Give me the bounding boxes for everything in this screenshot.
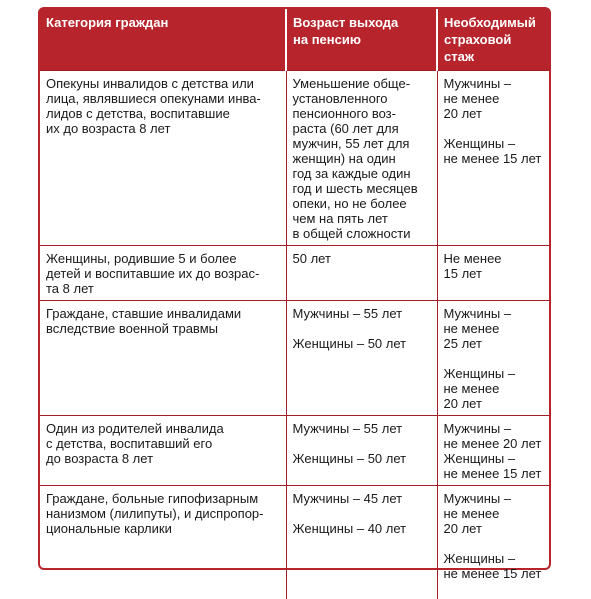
- age-line: чем на пять лет: [292, 211, 388, 226]
- category-line: циональные карлики: [46, 521, 172, 536]
- category-line: та 8 лет: [46, 281, 94, 296]
- header-stage-line: Необходимый: [444, 15, 536, 30]
- header-category: [40, 9, 286, 71]
- age-line: год за каждые один: [292, 166, 411, 181]
- age-line-men: Мужчины – 45 лет: [292, 491, 403, 506]
- category-line: Граждане, больные гипофизарным: [46, 491, 259, 506]
- table-header-row: [40, 9, 549, 71]
- category-line: вследствие военной травмы: [46, 321, 218, 336]
- stage-line: Мужчины –: [443, 421, 512, 436]
- age-line-women: Женщины – 40 лет: [292, 521, 407, 536]
- stage-line: 25 лет: [443, 336, 482, 351]
- pension-table: [40, 9, 549, 599]
- stage-line: 20 лет: [443, 396, 482, 411]
- stage-cell: [437, 416, 549, 486]
- table-row: [40, 71, 549, 246]
- header-retirement-age: [286, 9, 437, 71]
- category-line: нанизмом (лилипуты), и диспропор-: [46, 506, 264, 521]
- stage-line: не менее: [443, 381, 500, 396]
- age-cell: [286, 246, 437, 301]
- table-row: [40, 246, 549, 301]
- stage-line: Мужчины –: [443, 491, 512, 506]
- age-line: опеки, но не более: [292, 196, 407, 211]
- stage-line: Мужчины –: [443, 306, 512, 321]
- category-cell: [40, 301, 286, 416]
- stage-line: 20 лет: [443, 521, 482, 536]
- age-line: женщин) на один: [292, 151, 396, 166]
- table-row: [40, 486, 549, 599]
- age-line: Уменьшение обще-: [292, 76, 411, 91]
- age-line-men: Мужчины – 55 лет: [292, 306, 403, 321]
- age-cell: [286, 416, 437, 486]
- age-cell: [286, 71, 437, 246]
- stage-line: не менее 15 лет: [443, 566, 542, 581]
- table-row: [40, 416, 549, 486]
- age-line: год и шесть месяцев: [292, 181, 418, 196]
- age-line: пенсионного воз-: [292, 106, 396, 121]
- age-line-women: Женщины – 50 лет: [292, 336, 407, 351]
- category-line: лидов с детства, воспитавшие: [46, 106, 230, 121]
- category-line: Опекуны инвалидов с детства или: [46, 76, 254, 91]
- stage-line: не менее: [443, 506, 500, 521]
- header-category-text: Категория граждан: [46, 15, 169, 30]
- category-line: детей и воспитавшие их до возрас-: [46, 266, 260, 281]
- category-line: лица, являвшиеся опекунами инва-: [46, 91, 261, 106]
- stage-line: Женщины –: [443, 451, 516, 466]
- stage-cell: [437, 71, 549, 246]
- stage-cell: [437, 246, 549, 301]
- category-line: их до возраста 8 лет: [46, 121, 171, 136]
- stage-line: Не менее: [443, 251, 502, 266]
- age-line-women: Женщины – 50 лет: [292, 451, 407, 466]
- header-age-line: Возраст выхода: [293, 15, 399, 30]
- age-line: установленного: [292, 91, 388, 106]
- category-cell: [40, 416, 286, 486]
- category-line: до возраста 8 лет: [46, 451, 154, 466]
- stage-line: не менее 15 лет: [443, 466, 542, 481]
- age-line: мужчин, 55 лет для: [292, 136, 410, 151]
- pension-table-frame: [38, 7, 551, 581]
- age-cell: [286, 486, 437, 599]
- stage-line: не менее: [443, 321, 500, 336]
- category-cell: [40, 486, 286, 599]
- stage-line: 15 лет: [443, 266, 482, 281]
- stage-cell: [437, 486, 549, 599]
- category-line: с детства, воспитавший его: [46, 436, 213, 451]
- stage-line: Женщины –: [443, 366, 516, 381]
- stage-cell: [437, 301, 549, 416]
- age-line: раста (60 лет для: [292, 121, 399, 136]
- header-age-line: на пенсию: [293, 32, 361, 47]
- header-insurance-stage: [437, 9, 549, 71]
- age-line-men: Мужчины – 55 лет: [292, 421, 403, 436]
- stage-line: не менее: [443, 91, 500, 106]
- stage-line: не менее 20 лет: [443, 436, 542, 451]
- category-cell: [40, 246, 286, 301]
- category-line: Граждане, ставшие инвалидами: [46, 306, 242, 321]
- header-stage-line: страховой стаж: [444, 32, 512, 64]
- stage-line: Женщины –: [443, 136, 516, 151]
- category-cell: [40, 71, 286, 246]
- category-line: Женщины, родившие 5 и более: [46, 251, 237, 266]
- stage-line: Мужчины –: [443, 76, 512, 91]
- stage-line: 20 лет: [443, 106, 482, 121]
- age-line: 50 лет: [292, 251, 331, 266]
- category-line: Один из родителей инвалида: [46, 421, 224, 436]
- stage-line: Женщины –: [443, 551, 516, 566]
- age-line: в общей сложности: [292, 226, 411, 241]
- table-row: [40, 301, 549, 416]
- stage-line: не менее 15 лет: [443, 151, 542, 166]
- age-cell: [286, 301, 437, 416]
